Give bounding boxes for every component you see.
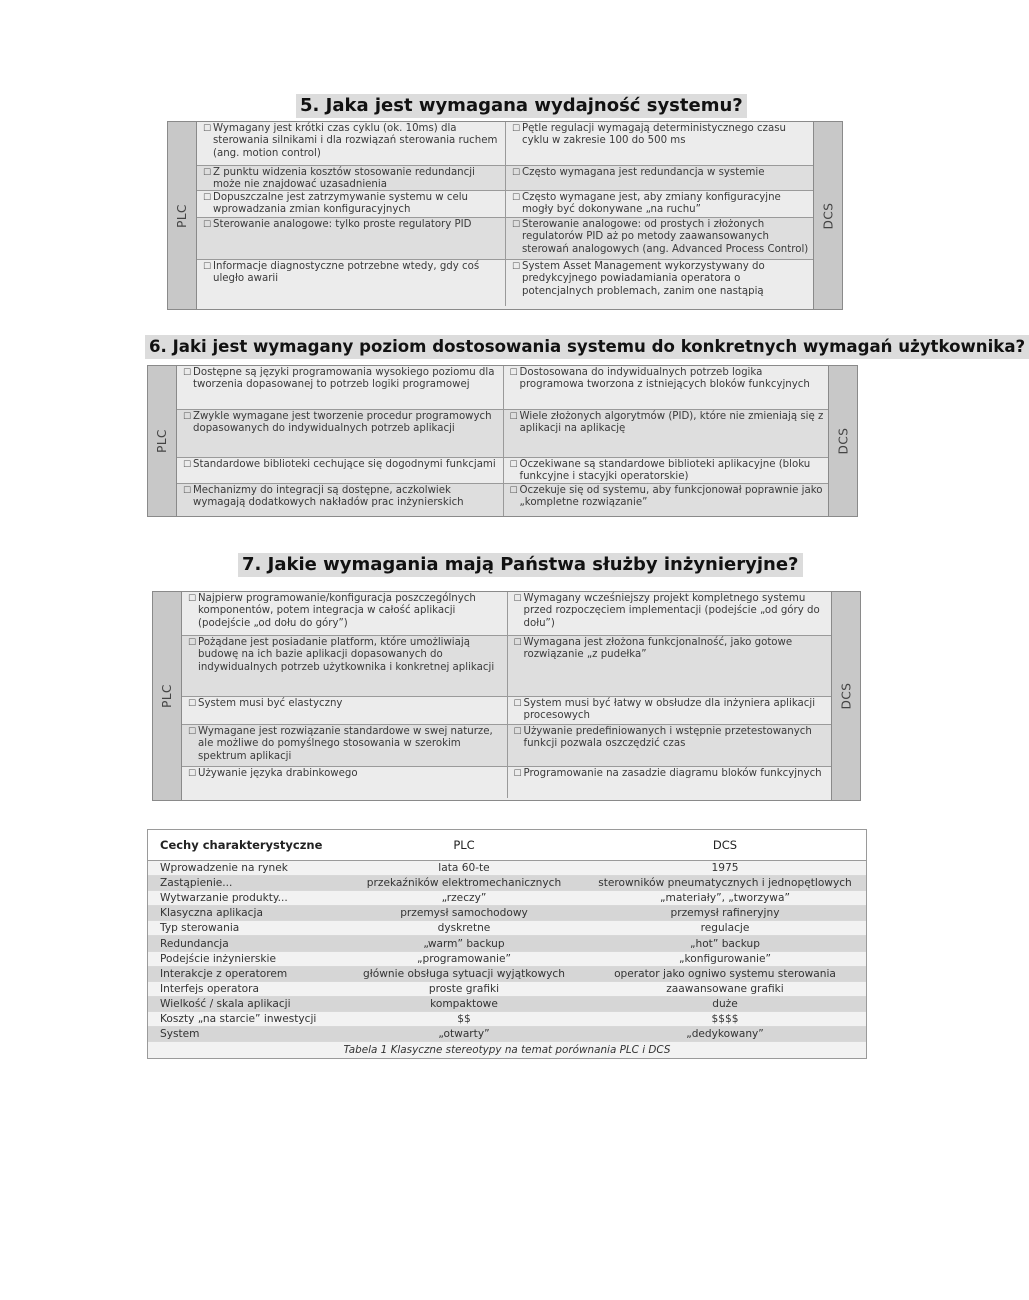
dcs-value-cell: sterowników pneumatycznych i jednopętlowych bbox=[598, 877, 852, 890]
dcs-requirement-text: Często wymagane jest, aby zmiany konfiguracyjne mogły być dokonywane „na ruchu” bbox=[522, 192, 781, 216]
table-row bbox=[148, 952, 866, 967]
comparison-row bbox=[182, 697, 831, 725]
plc-value-cell: $$ bbox=[457, 1012, 471, 1025]
checkbox-icon: ☐ bbox=[203, 262, 212, 272]
checkbox-icon: ☐ bbox=[512, 262, 521, 272]
dcs-requirement-text: Wiele złożonych algorytmów (PID), które nie zmieniają się z aplikacji na aplikację bbox=[519, 411, 824, 435]
plc-requirement-text: Najpierw programowanie/konfiguracja poszczególnych komponentów, potem integracja w całość aplikacji (podejście „od dołu do góry”) bbox=[198, 593, 476, 629]
table-row bbox=[148, 906, 866, 921]
dcs-requirement-cell bbox=[503, 484, 829, 516]
dcs-value-cell: „materiały”, „tworzywa” bbox=[660, 892, 790, 905]
plc-requirement-text: Z punktu widzenia kosztów stosowanie redundancji może nie znajdować uzasadnienia bbox=[213, 167, 475, 191]
comparison-rows bbox=[182, 592, 831, 800]
comparison-row bbox=[177, 410, 828, 458]
plc-value-cell: dyskretne bbox=[437, 922, 491, 935]
checkbox-icon: ☐ bbox=[512, 193, 521, 203]
dcs-value-cell: duże bbox=[712, 997, 738, 1010]
plc-requirement-text: Wymagany jest krótki czas cyklu (ok. 10ms) dla sterowania silnikami i dla rozwiązań sterowania ruchem (ang. motion control) bbox=[213, 123, 498, 159]
feature-cell: Koszty „na starcie” inwestycji bbox=[160, 1012, 317, 1025]
checkbox-icon: ☐ bbox=[509, 368, 518, 378]
comparison-row bbox=[177, 484, 828, 516]
feature-cell: Interakcje z operatorem bbox=[160, 967, 288, 980]
section-5-title: 5. Jaka jest wymagana wydajność systemu? bbox=[296, 94, 747, 118]
feature-cell: System bbox=[160, 1028, 200, 1041]
plc-value-cell: lata 60-te bbox=[438, 862, 490, 875]
dcs-requirement-cell bbox=[503, 410, 829, 457]
checkbox-icon: ☐ bbox=[183, 486, 192, 496]
checkbox-icon: ☐ bbox=[183, 460, 192, 470]
checkbox-icon: ☐ bbox=[509, 412, 518, 422]
plc-requirement-cell bbox=[182, 697, 507, 724]
feature-cell: Klasyczna aplikacja bbox=[160, 907, 263, 920]
plc-requirement-text: System musi być elastyczny bbox=[198, 698, 343, 709]
checkbox-icon: ☐ bbox=[188, 638, 197, 648]
dcs-side-label bbox=[828, 366, 857, 516]
section-6-title: 6. Jaki jest wymagany poziom dostosowania systemu do konkretnych wymagań użytkownika? bbox=[145, 335, 1029, 359]
feature-cell: Wprowadzenie na rynek bbox=[160, 862, 288, 875]
plc-label-text: PLC bbox=[160, 684, 174, 708]
section-7-title: 7. Jakie wymagania mają Państwa służby inżynieryjne? bbox=[238, 553, 803, 577]
dcs-requirement-cell bbox=[507, 697, 832, 724]
plc-value-cell: „warm” backup bbox=[423, 937, 505, 950]
table-body bbox=[148, 861, 866, 1042]
dcs-side-label bbox=[831, 592, 860, 800]
checkbox-icon: ☐ bbox=[513, 727, 522, 737]
plc-value-cell: głównie obsługa sytuacji wyjątkowych bbox=[363, 967, 565, 980]
header-features: Cechy charakterystyczne bbox=[160, 838, 323, 852]
plc-requirement-text: Zwykle wymagane jest tworzenie procedur programowych dopasowanych do indywidualnych potrzeb aplikacji bbox=[193, 411, 492, 435]
plc-label-text: PLC bbox=[155, 429, 169, 453]
checkbox-icon: ☐ bbox=[188, 769, 197, 779]
comparison-row bbox=[197, 122, 813, 166]
feature-cell: Zastąpienie... bbox=[160, 877, 233, 890]
plc-requirement-text: Informacje diagnostyczne potrzebne wtedy, gdy coś uległo awarii bbox=[213, 261, 480, 285]
plc-value-cell: kompaktowe bbox=[430, 997, 498, 1010]
table-row bbox=[148, 891, 866, 906]
dcs-requirement-text: Używanie predefiniowanych i wstępnie przetestowanych funkcji pozwala oszczędzić czas bbox=[523, 726, 812, 750]
checkbox-icon: ☐ bbox=[513, 594, 522, 604]
feature-cell: Wielkość / skala aplikacji bbox=[160, 997, 291, 1010]
header-plc: PLC bbox=[453, 838, 475, 852]
checkbox-icon: ☐ bbox=[203, 220, 212, 230]
plc-requirement-text: Dopuszczalne jest zatrzymywanie systemu w celu wprowadzania zmian konfiguracyjnych bbox=[213, 192, 469, 216]
checkbox-icon: ☐ bbox=[512, 220, 521, 230]
plc-side-label bbox=[148, 366, 177, 516]
dcs-label-text: DCS bbox=[821, 202, 835, 229]
comparison-row bbox=[182, 636, 831, 697]
table-row bbox=[148, 967, 866, 982]
table-row bbox=[148, 997, 866, 1012]
feature-cell: Typ sterowania bbox=[160, 922, 240, 935]
comparison-row bbox=[177, 366, 828, 410]
plc-side-label bbox=[153, 592, 182, 800]
plc-requirement-text: Wymagane jest rozwiązanie standardowe w swej naturze, ale możliwe do pomyślnego stosowania w szerokim spektrum aplikacji bbox=[198, 726, 493, 762]
table-row bbox=[148, 921, 866, 936]
table-header bbox=[148, 830, 866, 861]
dcs-requirement-text: Wymagana jest złożona funkcjonalność, jako gotowe rozwiązanie „z pudełka” bbox=[523, 637, 793, 661]
table-caption: Tabela 1 Klasyczne stereotypy na temat porównania PLC i DCS bbox=[343, 1044, 671, 1057]
comparison-row bbox=[197, 218, 813, 260]
plc-requirement-cell bbox=[197, 260, 505, 306]
plc-requirement-cell bbox=[182, 725, 507, 766]
dcs-requirement-text: Dostosowana do indywidualnych potrzeb logika programowa tworzona z istniejących bloków funkcyjnych bbox=[519, 367, 810, 391]
dcs-side-label bbox=[813, 122, 842, 309]
checkbox-icon: ☐ bbox=[188, 699, 197, 709]
plc-requirement-cell bbox=[177, 458, 503, 483]
table-row bbox=[148, 861, 866, 876]
comparison-row bbox=[182, 767, 831, 798]
dcs-requirement-cell bbox=[503, 366, 829, 409]
dcs-requirement-cell bbox=[505, 260, 813, 306]
plc-requirement-text: Używanie języka drabinkowego bbox=[198, 768, 358, 779]
feature-cell: Interfejs operatora bbox=[160, 982, 259, 995]
dcs-value-cell: „hot” backup bbox=[690, 937, 760, 950]
plc-requirement-text: Sterowanie analogowe: tylko proste regulatory PID bbox=[213, 219, 472, 230]
plc-requirement-text: Dostępne są języki programowania wysokiego poziomu dla tworzenia dopasowanej to potrzeb logiki programowej bbox=[193, 367, 495, 391]
plc-requirement-text: Standardowe biblioteki cechujące się dogodnymi funkcjami bbox=[193, 459, 496, 470]
checkbox-icon: ☐ bbox=[513, 638, 522, 648]
dcs-requirement-text: Oczekuje się od systemu, aby funkcjonował poprawnie jako „kompletne rozwiązanie” bbox=[519, 485, 823, 509]
checkbox-icon: ☐ bbox=[203, 193, 212, 203]
checkbox-icon: ☐ bbox=[188, 594, 197, 604]
feature-cell: Wytwarzanie produkty... bbox=[160, 892, 288, 905]
feature-cell: Podejście inżynierskie bbox=[160, 952, 276, 965]
section-6-table bbox=[147, 365, 858, 517]
header-dcs: DCS bbox=[712, 838, 738, 852]
dcs-value-cell: $$$$ bbox=[711, 1012, 739, 1025]
plc-value-cell: „programowanie” bbox=[416, 952, 511, 965]
plc-requirement-cell bbox=[182, 636, 507, 696]
plc-value-cell: przemysł samochodowy bbox=[400, 907, 528, 920]
plc-requirement-cell bbox=[177, 366, 503, 409]
plc-value-cell: proste grafiki bbox=[428, 982, 500, 995]
checkbox-icon: ☐ bbox=[183, 368, 192, 378]
dcs-value-cell: regulacje bbox=[700, 922, 750, 935]
dcs-value-cell: zaawansowane grafiki bbox=[666, 982, 784, 995]
dcs-requirement-text: Programowanie na zasadzie diagramu bloków funkcyjnych bbox=[523, 768, 822, 779]
plc-requirement-text: Pożądane jest posiadanie platform, które umożliwiają budowę na ich bazie aplikacji dopasowanych do indywidualnych potrzeb użytkownika i konkretnej aplikacji bbox=[198, 637, 495, 673]
plc-requirement-text: Mechanizmy do integracji są dostępne, aczkolwiek wymagają dodatkowych nakładów prac inżynierskich bbox=[193, 485, 464, 509]
plc-requirement-cell bbox=[177, 484, 503, 516]
dcs-value-cell: 1975 bbox=[711, 862, 739, 875]
dcs-requirement-text: Wymagany wcześniejszy projekt kompletnego systemu przed rozpoczęciem implementacji (podejście „od góry do dołu”) bbox=[523, 593, 820, 629]
comparison-row bbox=[197, 166, 813, 191]
checkbox-icon: ☐ bbox=[509, 460, 518, 470]
dcs-requirement-cell bbox=[505, 122, 813, 165]
checkbox-icon: ☐ bbox=[183, 412, 192, 422]
plc-label-text: PLC bbox=[175, 203, 189, 228]
dcs-requirement-text: Pętle regulacji wymagają deterministycznego czasu cyklu w zakresie 100 do 500 ms bbox=[522, 123, 786, 147]
comparison-rows bbox=[177, 366, 828, 516]
comparison-row bbox=[197, 260, 813, 306]
checkbox-icon: ☐ bbox=[512, 124, 521, 134]
comparison-rows bbox=[197, 122, 813, 309]
dcs-requirement-text: Często wymagana jest redundancja w systemie bbox=[522, 167, 765, 178]
plc-requirement-cell bbox=[182, 592, 507, 635]
comparison-row bbox=[182, 725, 831, 767]
comparison-row bbox=[197, 191, 813, 218]
dcs-value-cell: przemysł rafineryjny bbox=[670, 907, 780, 920]
dcs-requirement-cell bbox=[507, 636, 832, 696]
dcs-requirement-text: System Asset Management wykorzystywany do predykcyjnego powiadamiania operatora o potencjalnych problemach, zanim one nastąpią bbox=[522, 261, 765, 297]
checkbox-icon: ☐ bbox=[512, 168, 521, 178]
checkbox-icon: ☐ bbox=[203, 168, 212, 178]
plc-side-label bbox=[168, 122, 197, 309]
table-row bbox=[148, 1012, 866, 1027]
dcs-value-cell: „dedykowany” bbox=[686, 1028, 764, 1041]
table-row bbox=[148, 876, 866, 891]
dcs-requirement-cell bbox=[507, 725, 832, 766]
table-row bbox=[148, 982, 866, 997]
section-7-table bbox=[152, 591, 861, 801]
dcs-requirement-cell bbox=[503, 458, 829, 483]
plc-requirement-cell bbox=[197, 191, 505, 217]
plc-value-cell: przekaźników elektromechanicznych bbox=[366, 877, 562, 890]
dcs-value-cell: operator jako ogniwo systemu sterowania bbox=[614, 967, 836, 980]
plc-value-cell: „rzeczy” bbox=[441, 892, 487, 905]
feature-cell: Redundancja bbox=[160, 937, 229, 950]
comparison-row bbox=[177, 458, 828, 484]
table-row bbox=[148, 1027, 866, 1042]
dcs-requirement-text: Sterowanie analogowe: od prostych i złożonych regulatorów PID aż po metody zaawansowanych sterowań analogowych (ang. Advanced Process Control) bbox=[522, 219, 809, 255]
checkbox-icon: ☐ bbox=[513, 769, 522, 779]
dcs-requirement-cell bbox=[507, 767, 832, 798]
characteristics-table bbox=[147, 829, 867, 1059]
plc-requirement-cell bbox=[182, 767, 507, 798]
dcs-label-text: DCS bbox=[839, 682, 853, 710]
plc-requirement-cell bbox=[197, 218, 505, 259]
table-row bbox=[148, 936, 866, 951]
checkbox-icon: ☐ bbox=[203, 124, 212, 134]
section-5-table bbox=[167, 121, 843, 310]
plc-requirement-cell bbox=[197, 122, 505, 165]
checkbox-icon: ☐ bbox=[509, 486, 518, 496]
plc-requirement-cell bbox=[197, 166, 505, 190]
dcs-value-cell: „konfigurowanie” bbox=[679, 952, 771, 965]
checkbox-icon: ☐ bbox=[188, 727, 197, 737]
comparison-row bbox=[182, 592, 831, 636]
dcs-requirement-cell bbox=[505, 166, 813, 190]
dcs-requirement-cell bbox=[505, 218, 813, 259]
plc-value-cell: „otwarty” bbox=[438, 1028, 490, 1041]
plc-requirement-cell bbox=[177, 410, 503, 457]
dcs-requirement-text: System musi być łatwy w obsłudze dla inżyniera aplikacji procesowych bbox=[523, 698, 816, 722]
dcs-requirement-cell bbox=[507, 592, 832, 635]
dcs-label-text: DCS bbox=[836, 427, 850, 455]
dcs-requirement-text: Oczekiwane są standardowe biblioteki aplikacyjne (bloku funkcyjne i stacyjki operatorskie) bbox=[519, 459, 811, 483]
dcs-requirement-cell bbox=[505, 191, 813, 217]
checkbox-icon: ☐ bbox=[513, 699, 522, 709]
